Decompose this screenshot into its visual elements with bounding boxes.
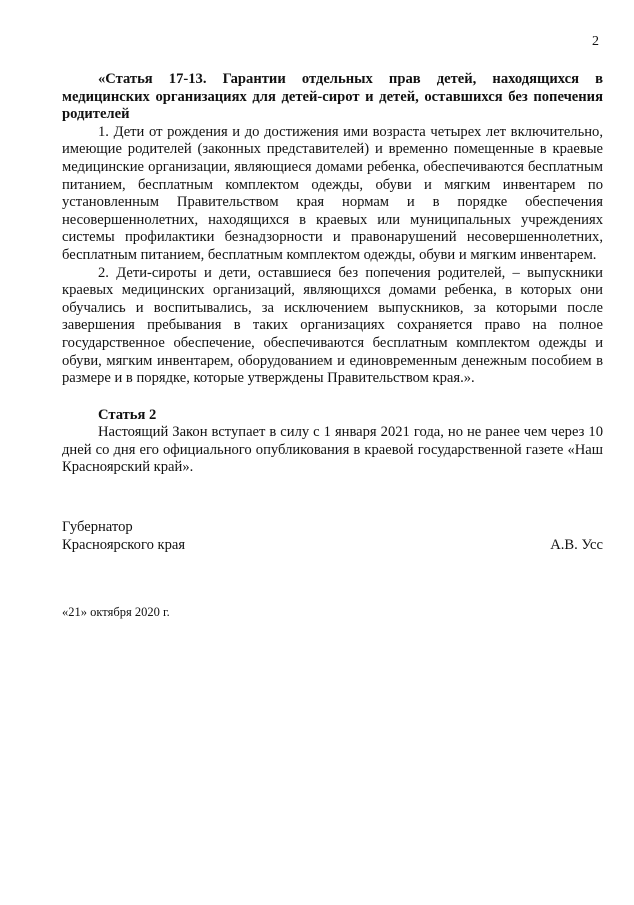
signature-block	[62, 519, 603, 554]
article-2-text: Настоящий Закон вступает в силу с 1 января 2021 года, но не ранее чем через 10 дней со дня его официального опубликования в краевой государственной газете «Наш Красноярский край».	[62, 424, 603, 476]
article-17-13-paragraph-2: 2. Дети-сироты и дети, оставшиеся без попечения родителей, – выпускники краевых медицинских организаций, являющихся домами ребенка, в которых они обучались и воспитывались, за исключением выпускников, за которыми после завершения пребывания в таких организациях сохраняется право на полное государственное обеспечение, обеспечиваются бесплатным комплектом одежды и обуви, мягким инвентарем, оборудованием и единовременным денежным пособием в размере и в порядке, которые утверждены Правительством края.».	[62, 264, 603, 387]
article-17-13-heading: «Статья 17-13. Гарантии отдельных прав детей, находящихся в медицинских организациях для детей-сирот и детей, оставшихся без попечения родителей	[62, 71, 603, 123]
document-body	[62, 71, 603, 477]
article-17-13-paragraph-1: 1. Дети от рождения и до достижения ими возраста четырех лет включительно, имеющие родителей (законных представителей) и временно помещенные в краевые медицинские организации, являющиеся домами ребенка, обеспечиваются бесплатным питанием, бесплатным комплектом одежды, обуви и мягким инвентарем по установленным Правительством края нормам и в порядке обеспечения несовершеннолетних, находящихся в краевых или муниципальных учреждениях системы профилактики безнадзорности и правонарушений несовершеннолетних, бесплатным питанием, бесплатным комплектом одежды, обуви и мягким инвентарем.	[62, 123, 603, 263]
signatory-name: А.В. Усс	[550, 536, 603, 553]
document-date: «21» октября 2020 г.	[62, 605, 170, 619]
signature-row	[62, 537, 603, 555]
article-2-title: Статья 2	[98, 406, 157, 423]
signature-position-line-1: Губернатор	[62, 519, 133, 535]
signature-position-line-2: Красноярского края	[62, 536, 186, 553]
page-number: 2	[592, 34, 599, 49]
